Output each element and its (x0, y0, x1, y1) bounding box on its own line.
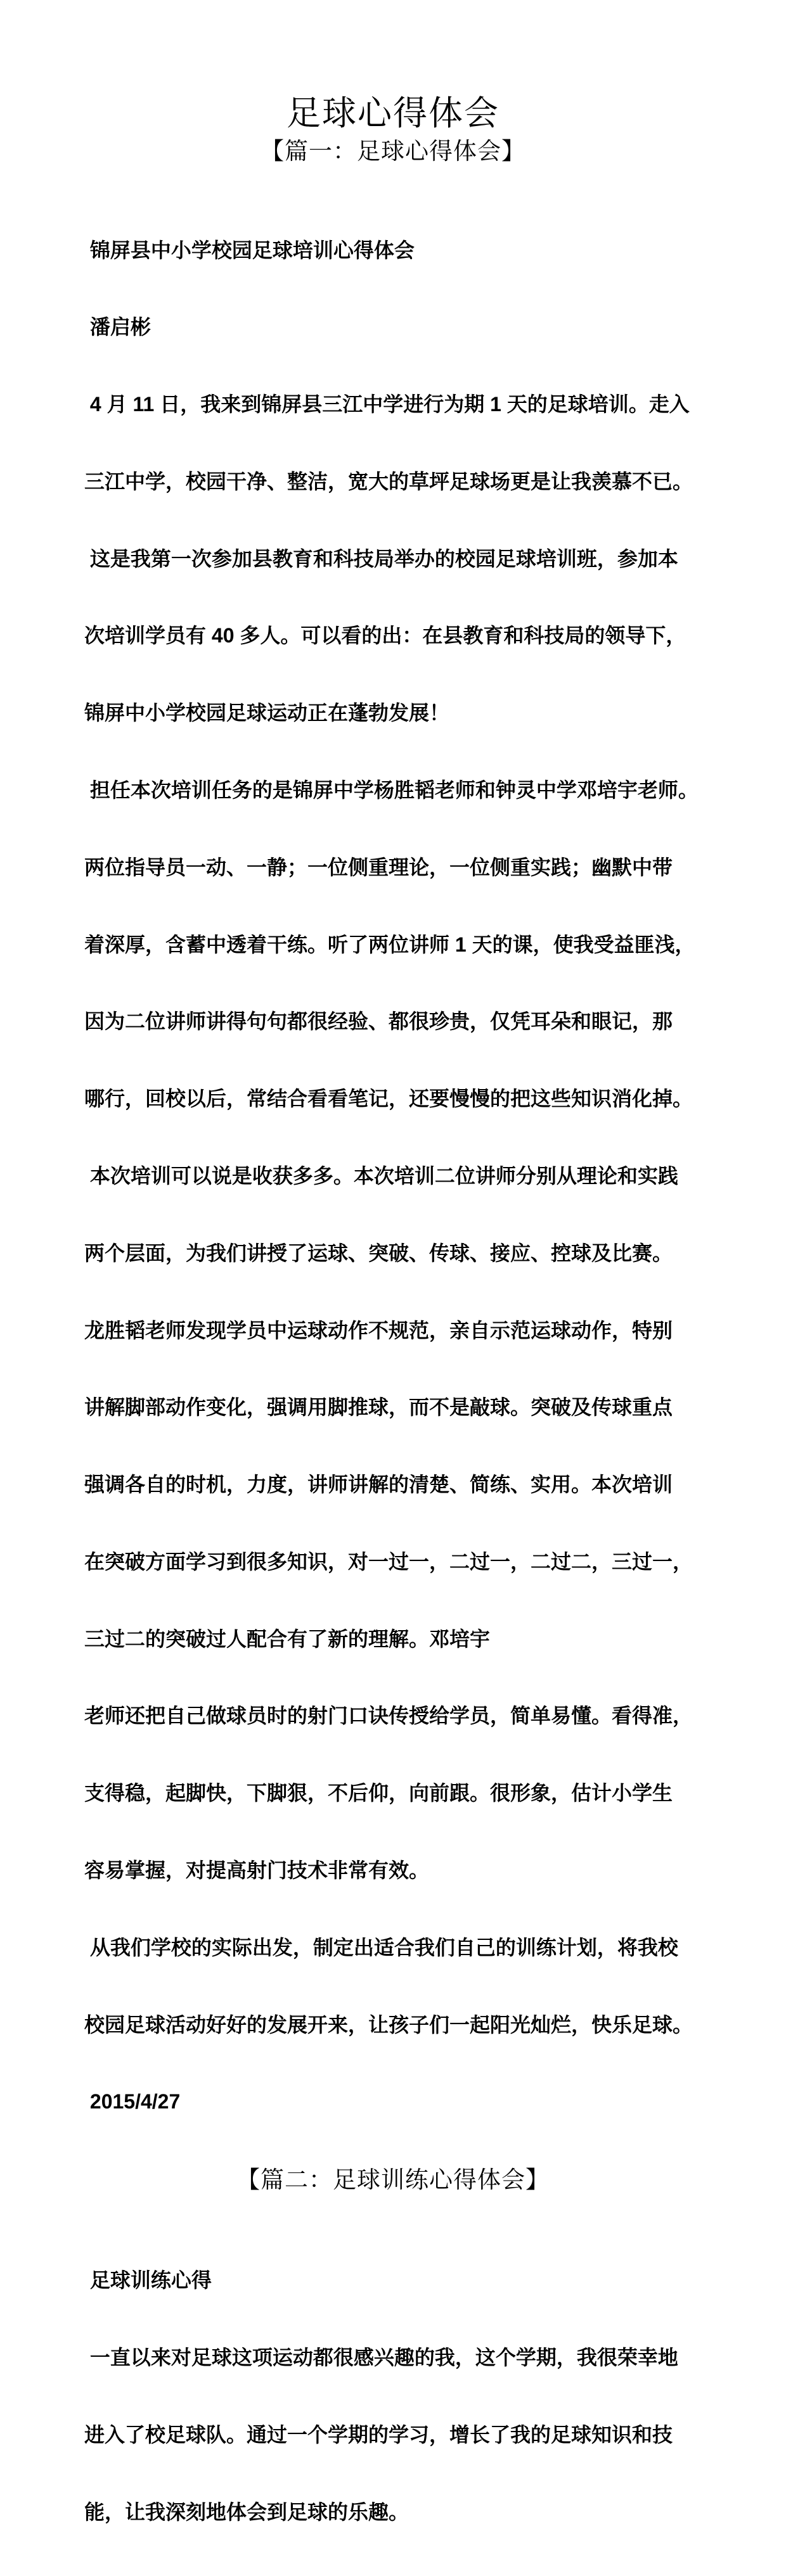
text-line: 本次培训可以说是收获多多。本次培训二位讲师分别从理论和实践 (84, 1164, 678, 1187)
text-line: 锦屏县中小学校园足球培训心得体会 (84, 238, 415, 262)
section1-heading: 【篇一：足球心得体会】 (261, 139, 525, 165)
text-line: 校园足球活动好好的发展开来，让孩子们一起阳光灿烂，快乐足球。 (84, 2013, 693, 2036)
section1-body (84, 186, 716, 2166)
text-line: 4 月 11 日，我来到锦屏县三江中学进行为期 1 天的足球培训。走入 (84, 393, 690, 416)
text-line: 两个层面，为我们讲授了运球、突破、传球、接应、控球及比赛。 (84, 1241, 673, 1265)
text-line: 进入了校足球队。通过一个学期的学习，增长了我的足球知识和技 (84, 2423, 673, 2446)
text-line: 三江中学，校园干净、整洁，宽大的草坪足球场更是让我羡慕不已。 (84, 469, 693, 493)
text-line: 次培训学员有 40 多人。可以看的出：在县教育和科技局的领导下， (84, 624, 686, 647)
text-line: 着深厚，含蓄中透着干练。听了两位讲师 1 天的课，使我受益匪浅， (84, 933, 695, 956)
text-line: 能，让我深刻地体会到足球的乐趣。 (84, 2500, 409, 2523)
text-line: 支得稳，起脚快，下脚狠，不后仰，向前跟。很形象，估计小学生 (84, 1782, 673, 1805)
text-line: 强调各自的时机，力度，讲师讲解的清楚、简练、实用。本次培训 (84, 1473, 673, 1496)
text-line: 担任本次培训任务的是锦屏中学杨胜韬老师和钟灵中学邓培宇老师。 (84, 779, 699, 802)
text-line: 哪行，回校以后，常结合看看笔记，还要慢慢的把这些知识消化掉。 (84, 1087, 693, 1111)
text-line: 龙胜韬老师发现学员中运球动作不规范，亲自示范运球动作，特别 (84, 1318, 673, 1342)
date-line: 2015/4/27 (84, 2090, 181, 2114)
text-line: 在突破方面学习到很多知识，对一过一，二过一，二过二，三过一， (84, 1550, 693, 1573)
text-line: 一直以来对足球这项运动都很感兴趣的我，这个学期，我很荣幸地 (84, 2346, 678, 2369)
text-line: 两位指导员一动、一静；一位侧重理论，一位侧重实践；幽默中带 (84, 855, 673, 879)
text-line: 锦屏中小学校园足球运动正在蓬勃发展！ (84, 701, 450, 725)
section2-heading: 【篇二：足球训练心得体会】 (236, 2167, 550, 2194)
text-line: 容易掌握，对提高射门技术非常有效。 (84, 1858, 430, 1882)
text-line: 老师还把自己做球员时的射门口诀传授给学员，简单易懂。看得准， (84, 1704, 693, 1728)
document-page (0, 94, 786, 2523)
text-line: 讲解脚部动作变化，强调用脚推球，而不是敲球。突破及传球重点 (84, 1396, 673, 1419)
text-line: 三过二的突破过人配合有了新的理解。邓培宇 (84, 1627, 491, 1650)
document-title: 足球心得体会 (287, 94, 499, 132)
text-line: 潘启彬 (84, 316, 151, 339)
text-line: 因为二位讲师讲得句句都很经验、都很珍贵，仅凭耳朵和眼记，那 (84, 1010, 673, 1033)
section2-body (84, 2216, 716, 2576)
text-line: 这是我第一次参加县教育和科技局举办的校园足球培训班，参加本 (84, 547, 678, 570)
text-line: 从我们学校的实际出发，制定出适合我们自己的训练计划，将我校 (84, 1935, 678, 1959)
text-line: 足球训练心得 (84, 2269, 212, 2292)
